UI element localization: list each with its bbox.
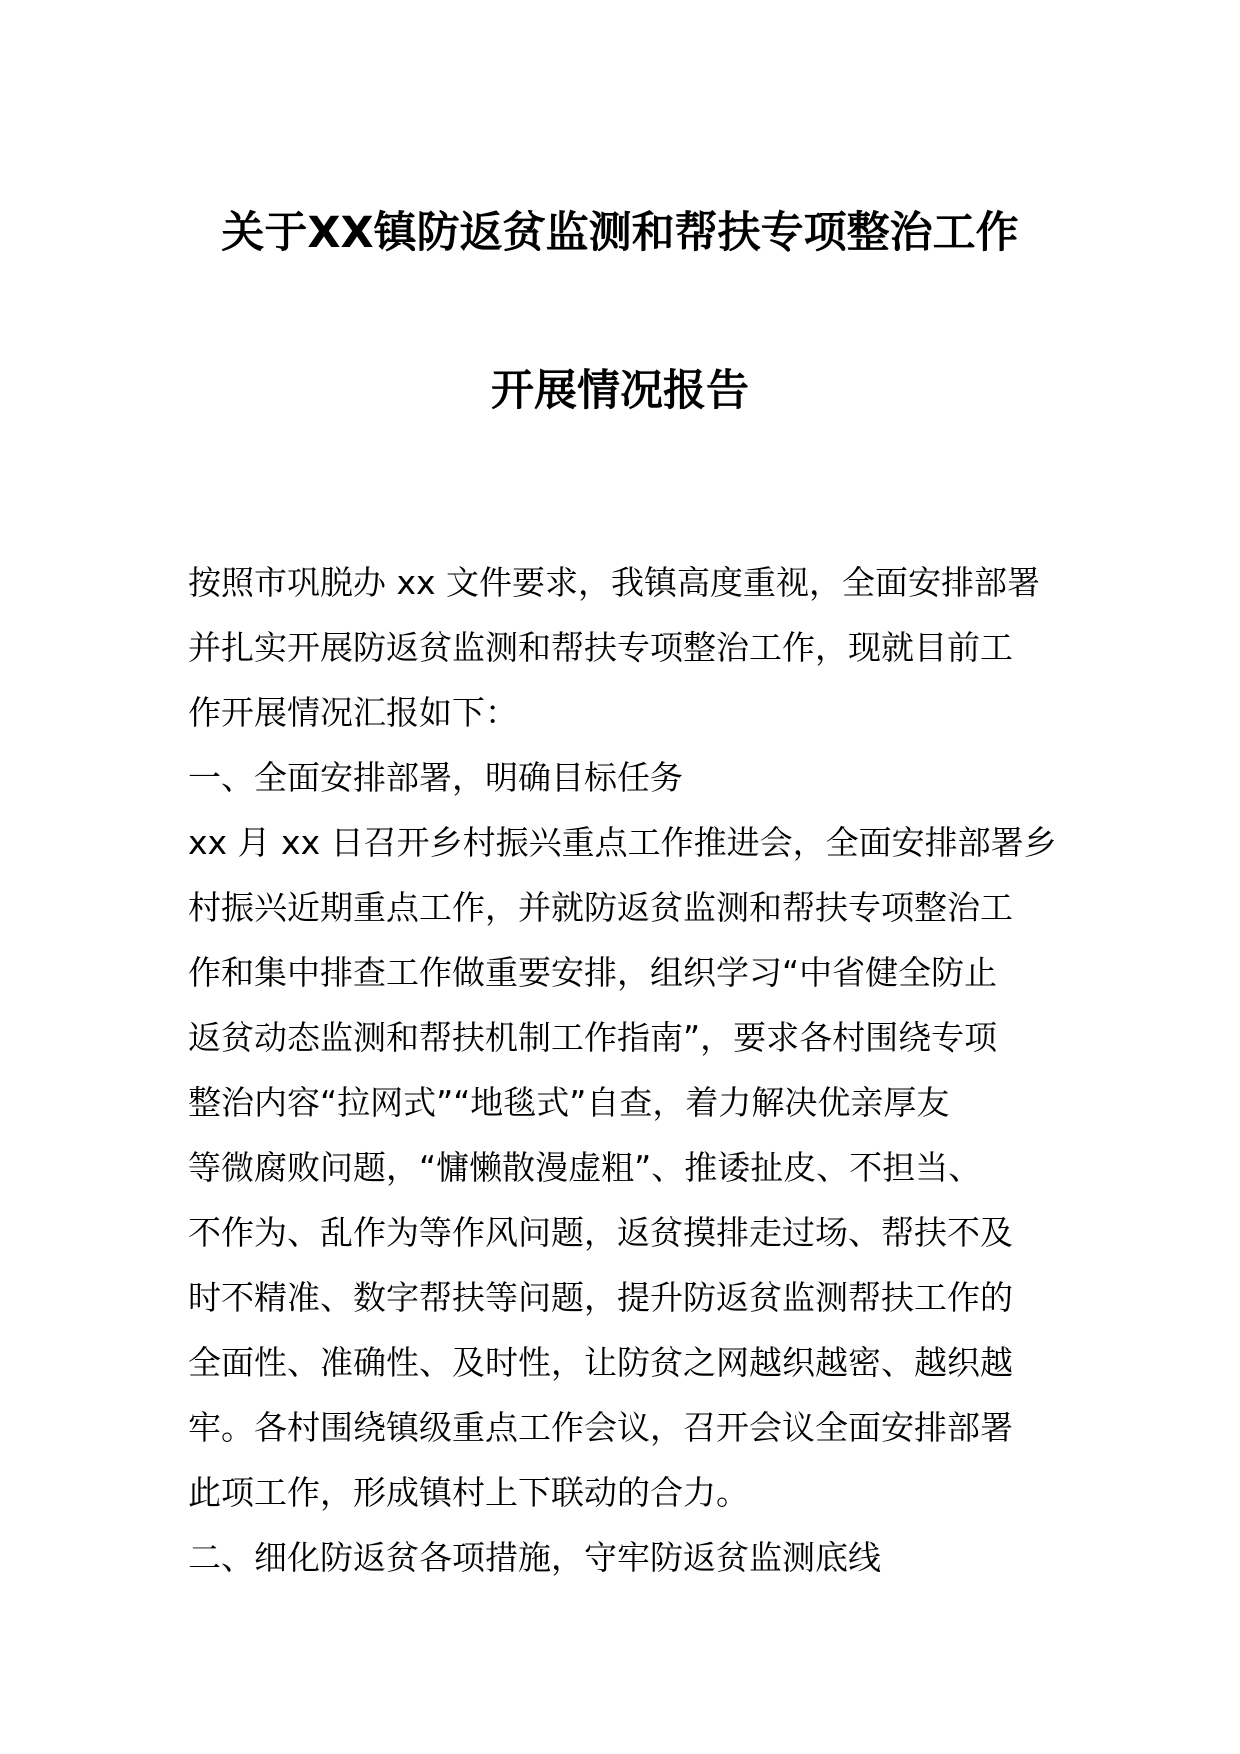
section-1-line-10: 牢。各村围绕镇级重点工作会议，召开会议全面安排部署 [188,1408,1013,1447]
section-1-line-8: 时不精准、数字帮扶等问题，提升防返贫监测帮扶工作的 [188,1278,1013,1317]
section-1-line-1: xx 月 xx 日召开乡村振兴重点工作推进会，全面安排部署乡 [188,823,1057,862]
intro-line-3: 作开展情况汇报如下： [188,693,518,732]
section-1-line-7: 不作为、乱作为等作风问题，返贫摸排走过场、帮扶不及 [188,1213,1013,1252]
section-1-line-6: 等微腐败问题，“慵懒散漫虚粗”、推诿扯皮、不担当、 [188,1148,982,1187]
section-1-line-3: 作和集中排查工作做重要安排，组织学习“中省健全防止 [188,953,998,992]
section-heading-2: 二、细化防返贫各项措施，守牢防返贫监测底线 [188,1538,881,1577]
section-1-line-11: 此项工作，形成镇村上下联动的合力。 [188,1473,749,1512]
section-1-line-2: 村振兴近期重点工作，并就防返贫监测和帮扶专项整治工 [188,888,1013,927]
intro-line-2: 并扎实开展防返贫监测和帮扶专项整治工作，现就目前工 [188,628,1013,667]
document-body [188,550,1058,1590]
document-title-line-1: 关于XX镇防返贫监测和帮扶专项整治工作 [221,208,1019,258]
section-1-line-5: 整治内容“拉网式”“地毯式”自查，着力解决优亲厚友 [188,1083,950,1122]
section-1-line-4: 返贫动态监测和帮扶机制工作指南”，要求各村围绕专项 [188,1018,998,1057]
section-1-line-9: 全面性、准确性、及时性，让防贫之网越织越密、越织越 [188,1343,1013,1382]
section-heading-1: 一、全面安排部署，明确目标任务 [188,758,683,797]
intro-line-1: 按照市巩脱办 xx 文件要求，我镇高度重视，全面安排部署 [188,563,1041,602]
document-title-line-2: 开展情况报告 [491,366,749,416]
